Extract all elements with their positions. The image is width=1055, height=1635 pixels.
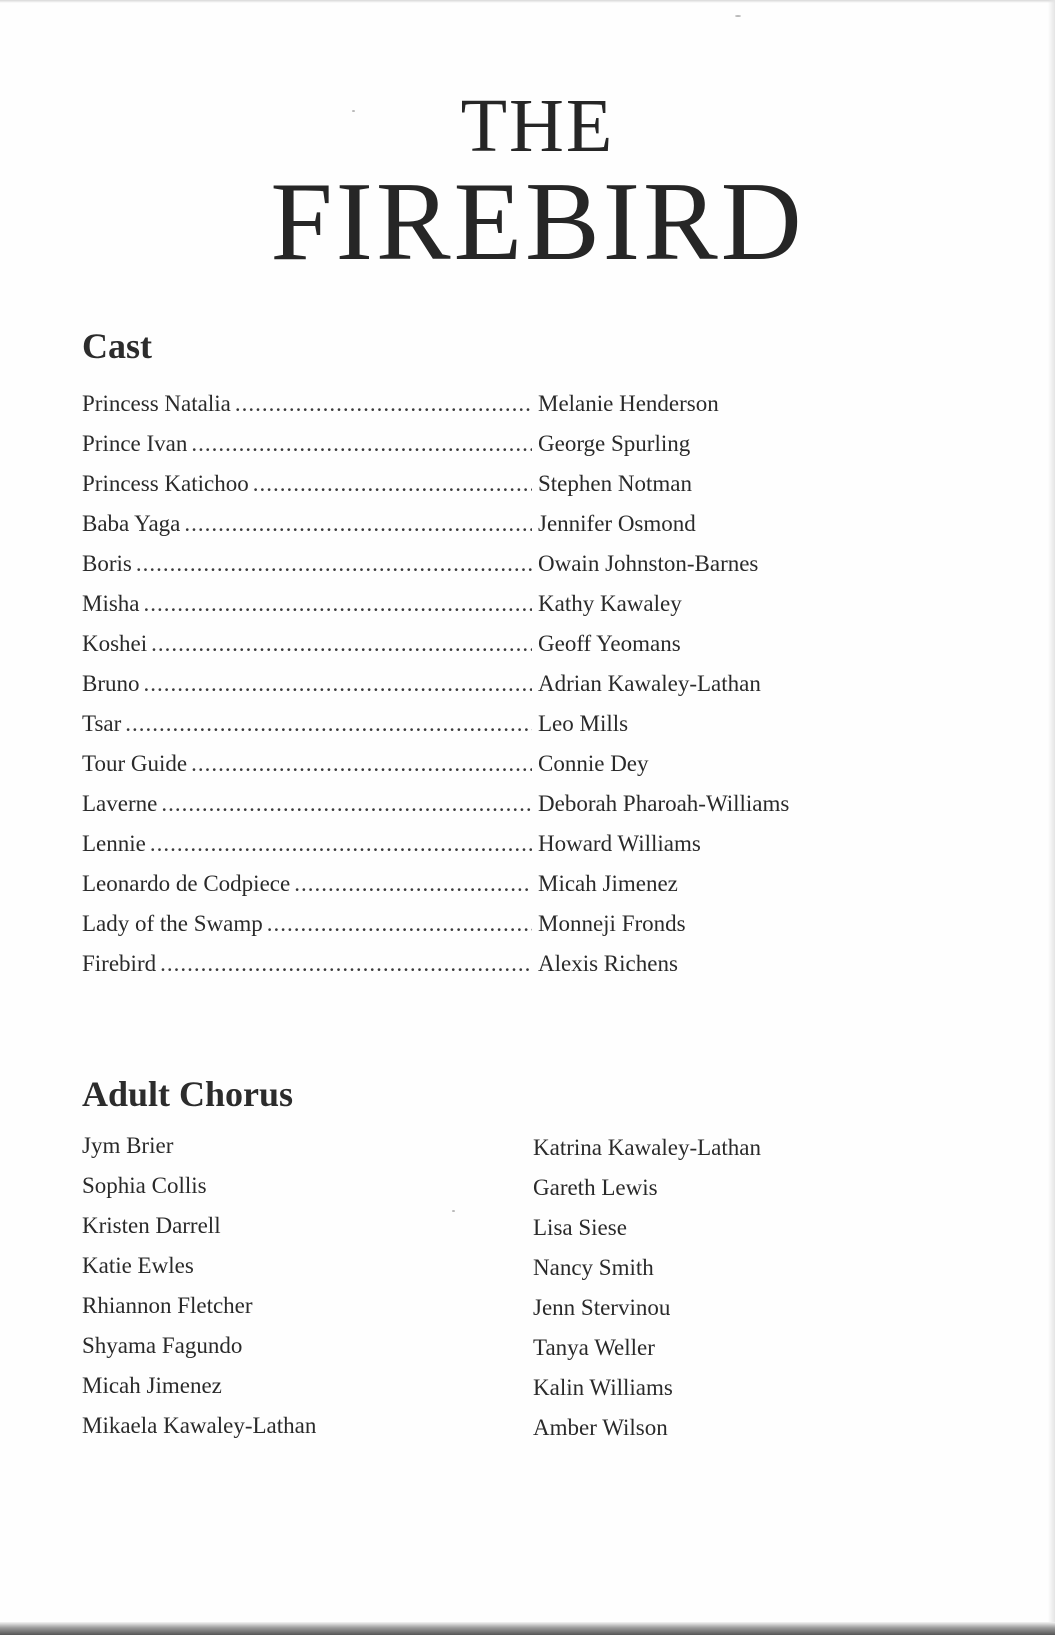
chorus-member: Amber Wilson — [533, 1415, 668, 1440]
cast-entry — [82, 904, 842, 944]
cast-actor: Micah Jimenez — [538, 871, 678, 896]
chorus-member: Jym Brier — [82, 1133, 174, 1158]
cast-actor: George Spurling — [538, 431, 691, 456]
chorus-member: Lisa Siese — [533, 1215, 627, 1240]
cast-entry — [82, 784, 842, 824]
dot-leader — [191, 424, 532, 464]
cast-entry — [82, 504, 842, 544]
dot-leader — [267, 904, 532, 944]
dot-leader — [191, 744, 532, 784]
chorus-member: Rhiannon Fletcher — [82, 1293, 253, 1318]
dot-leader — [160, 944, 532, 984]
cast-actor: Melanie Henderson — [538, 391, 719, 416]
cast-actor: Alexis Richens — [538, 951, 678, 976]
cast-actor: Jennifer Osmond — [538, 511, 696, 536]
cast-entry — [82, 544, 842, 584]
cast-role: Koshei — [82, 631, 148, 656]
chorus-member: Jenn Stervinou — [533, 1295, 671, 1320]
cast-role: Tour Guide — [82, 751, 188, 776]
chorus-list-left — [82, 1126, 502, 1446]
cast-role: Boris — [82, 551, 132, 576]
cast-actor: Deborah Pharoah-Williams — [538, 791, 790, 816]
cast-entry — [82, 464, 842, 504]
cast-role: Baba Yaga — [82, 511, 181, 536]
cast-role: Bruno — [82, 671, 140, 696]
adult-chorus-heading: Adult Chorus — [82, 1074, 294, 1114]
cast-role: Tsar — [82, 711, 122, 736]
cast-list — [82, 384, 842, 984]
cast-role: Laverne — [82, 791, 158, 816]
chorus-member: Micah Jimenez — [82, 1373, 222, 1398]
cast-role: Firebird — [82, 951, 157, 976]
cast-entry — [82, 944, 842, 984]
cast-role: Leonardo de Codpiece — [82, 871, 291, 896]
title-line-firebird: FIREBIRD — [270, 160, 805, 284]
cast-entry — [82, 864, 842, 904]
cast-role: Princess Natalia — [82, 391, 231, 416]
dot-leader — [136, 544, 532, 584]
cast-entry — [82, 424, 842, 464]
cast-role: Misha — [82, 591, 140, 616]
chorus-member: Gareth Lewis — [533, 1175, 658, 1200]
cast-actor: Leo Mills — [538, 711, 629, 736]
cast-role: Lennie — [82, 831, 146, 856]
chorus-member: Shyama Fagundo — [82, 1333, 243, 1358]
cast-role: Lady of the Swamp — [82, 911, 263, 936]
cast-actor: Kathy Kawaley — [538, 591, 682, 616]
dot-leader — [184, 504, 532, 544]
chorus-member: Sophia Collis — [82, 1173, 207, 1198]
chorus-member: Kristen Darrell — [82, 1213, 221, 1238]
dot-leader — [144, 584, 533, 624]
dot-leader — [161, 784, 532, 824]
cast-entry — [82, 824, 842, 864]
scan-speck — [735, 15, 741, 17]
chorus-list-right — [533, 1128, 953, 1448]
cast-actor: Owain Johnston-Barnes — [538, 551, 759, 576]
dot-leader — [253, 464, 532, 504]
cast-entry — [82, 704, 842, 744]
chorus-member: Nancy Smith — [533, 1255, 654, 1280]
cast-actor: Howard Williams — [538, 831, 701, 856]
cast-entry — [82, 744, 842, 784]
scan-edge-bottom — [0, 1622, 1055, 1635]
cast-role: Princess Katichoo — [82, 471, 249, 496]
cast-actor: Geoff Yeomans — [538, 631, 681, 656]
cast-actor: Monneji Fronds — [538, 911, 686, 936]
cast-role: Prince Ivan — [82, 431, 188, 456]
scan-edge-top — [0, 0, 1055, 3]
cast-actor: Adrian Kawaley-Lathan — [538, 671, 761, 696]
dot-leader — [144, 664, 533, 704]
chorus-member: Tanya Weller — [533, 1335, 655, 1360]
chorus-member: Mikaela Kawaley-Lathan — [82, 1413, 317, 1438]
title-line-the: THE — [460, 84, 615, 168]
cast-entry — [82, 664, 842, 704]
cast-entry — [82, 624, 842, 664]
chorus-member: Kalin Williams — [533, 1375, 673, 1400]
cast-entry — [82, 384, 842, 424]
dot-leader — [150, 824, 532, 864]
cast-entry — [82, 584, 842, 624]
chorus-member: Katie Ewles — [82, 1253, 194, 1278]
cast-actor: Connie Dey — [538, 751, 649, 776]
dot-leader — [294, 864, 532, 904]
dot-leader — [151, 624, 532, 664]
chorus-member: Katrina Kawaley-Lathan — [533, 1135, 761, 1160]
dot-leader — [235, 384, 532, 424]
dot-leader — [125, 704, 532, 744]
cast-actor: Stephen Notman — [538, 471, 692, 496]
cast-heading: Cast — [82, 326, 152, 366]
